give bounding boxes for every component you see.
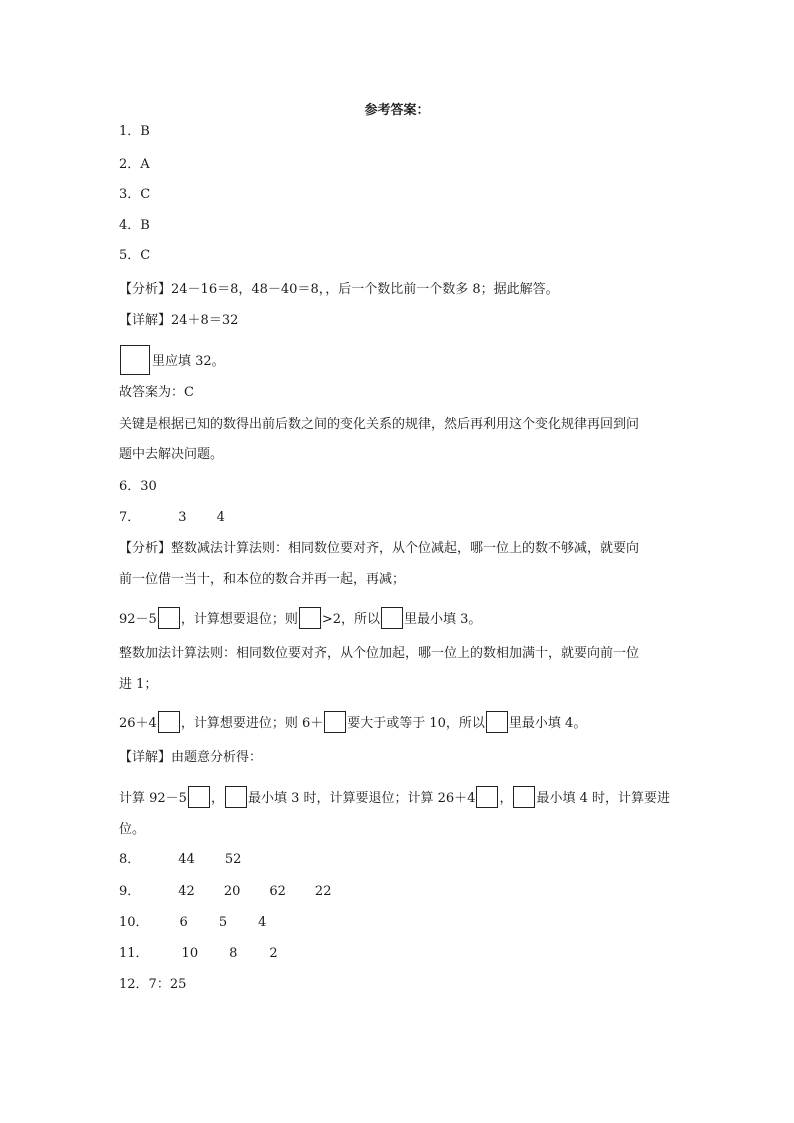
answer-value: C bbox=[140, 187, 151, 202]
answer-number: 8． bbox=[119, 852, 141, 867]
answer-box bbox=[299, 607, 321, 629]
q5-note-1: 关键是根据已知的数得出前后数之间的变化关系的规律，然后再利用这个变化规律再回到问 bbox=[119, 417, 640, 432]
answer-value: B bbox=[140, 218, 150, 233]
expr-text: 最小填 4 时，计算要进 bbox=[536, 791, 671, 806]
expr-text: 计算 92－5 bbox=[119, 791, 187, 806]
answer-number: 2． bbox=[119, 157, 141, 172]
expr-text: ， bbox=[499, 791, 513, 806]
q7-detail-line-2: 位。 bbox=[119, 822, 146, 837]
answer-number: 3． bbox=[119, 187, 141, 202]
answer-value: 10 bbox=[181, 946, 199, 961]
q5-box-line bbox=[119, 345, 225, 375]
q5-conclusion: 故答案为：C bbox=[119, 385, 194, 400]
q5-note-2: 题中去解决问题。 bbox=[119, 447, 224, 462]
answer-number: 11． bbox=[119, 946, 149, 961]
q7-addition-line bbox=[119, 711, 586, 733]
answer-value: 5 bbox=[218, 915, 228, 930]
expr-text: 里最小填 3。 bbox=[404, 612, 482, 627]
q7-subtraction-line bbox=[119, 607, 481, 629]
answer-value: 44 bbox=[178, 852, 195, 867]
answer-value: 52 bbox=[224, 852, 242, 867]
expr-text: 里最小填 4。 bbox=[508, 716, 587, 731]
answer-value: 42 bbox=[178, 884, 195, 899]
answer-6: 6．30 bbox=[119, 479, 157, 494]
answer-number: 4． bbox=[119, 218, 141, 233]
expr-text: 26＋4 bbox=[119, 716, 157, 731]
q7-detail: 【详解】由题意分析得： bbox=[119, 750, 263, 765]
answer-number: 5． bbox=[119, 248, 141, 263]
answer-value: 4 bbox=[216, 510, 225, 525]
answer-value: 22 bbox=[314, 884, 332, 899]
expr-text: ， bbox=[210, 791, 224, 806]
answer-2 bbox=[119, 156, 150, 174]
q7-analysis-1: 【分析】整数减法计算法则：相同数位要对齐，从个位减起，哪一位上的数不够减，就要向 bbox=[119, 541, 640, 556]
answer-box bbox=[188, 786, 210, 808]
answer-value: C bbox=[140, 248, 151, 263]
answer-number: 1． bbox=[119, 124, 141, 139]
answer-box bbox=[225, 786, 247, 808]
answer-box bbox=[476, 786, 498, 808]
answer-value: 4 bbox=[258, 915, 267, 930]
answer-number: 9． bbox=[119, 884, 141, 899]
answer-box bbox=[486, 711, 508, 733]
answer-value: 6 bbox=[179, 915, 188, 930]
q7-analysis-5: 进 1； bbox=[119, 677, 158, 692]
answer-10 bbox=[119, 914, 266, 932]
expr-text: 要大于或等于 10，所以 bbox=[347, 716, 485, 731]
answer-1 bbox=[119, 123, 150, 141]
answer-value: 62 bbox=[269, 884, 286, 899]
answer-3 bbox=[119, 186, 150, 204]
answer-12: 12．7：25 bbox=[119, 977, 187, 992]
answer-number: 10． bbox=[119, 915, 149, 930]
expr-text: ，计算想要退位；则 bbox=[180, 612, 298, 627]
answer-box bbox=[381, 607, 403, 629]
answer-value: 3 bbox=[178, 510, 187, 525]
expr-text: >2，所以 bbox=[321, 612, 381, 627]
q7-analysis-4: 整数加法计算法则：相同数位要对齐，从个位加起，哪一位上的数相加满十，就要向前一位 bbox=[119, 646, 640, 661]
answer-number: 7． bbox=[119, 510, 141, 525]
q5-analysis: 【分析】24－16＝8，48－40＝8，，后一个数比前一个数多 8；据此解答。 bbox=[119, 282, 559, 297]
answer-7 bbox=[119, 509, 225, 527]
expr-text: ，计算想要进位；则 6＋ bbox=[180, 716, 324, 731]
answer-box bbox=[120, 345, 150, 375]
answer-box bbox=[513, 786, 535, 808]
q7-analysis-2: 前一位借一当十，和本位的数合并再一起，再减； bbox=[119, 572, 406, 587]
expr-text: 最小填 3 时，计算要退位；计算 26＋4 bbox=[247, 791, 476, 806]
answer-11 bbox=[119, 945, 278, 963]
answer-value: 20 bbox=[223, 884, 241, 899]
answer-9 bbox=[119, 883, 331, 901]
answer-8 bbox=[119, 851, 241, 869]
answer-box bbox=[158, 711, 180, 733]
answer-5 bbox=[119, 247, 150, 265]
answer-4 bbox=[119, 217, 150, 235]
q7-detail-line-1 bbox=[119, 786, 670, 808]
answer-box bbox=[158, 607, 180, 629]
expr-text: 92－5 bbox=[119, 612, 157, 627]
page-title: 参考答案： bbox=[364, 103, 430, 118]
q5-box-text: 里应填 32。 bbox=[152, 354, 225, 369]
answer-value: 8 bbox=[229, 946, 238, 961]
answer-value: B bbox=[140, 124, 150, 139]
q5-detail: 【详解】24＋8＝32 bbox=[119, 313, 239, 328]
answer-value: A bbox=[140, 157, 150, 172]
answer-box bbox=[324, 711, 346, 733]
answer-value: 2 bbox=[269, 946, 278, 961]
